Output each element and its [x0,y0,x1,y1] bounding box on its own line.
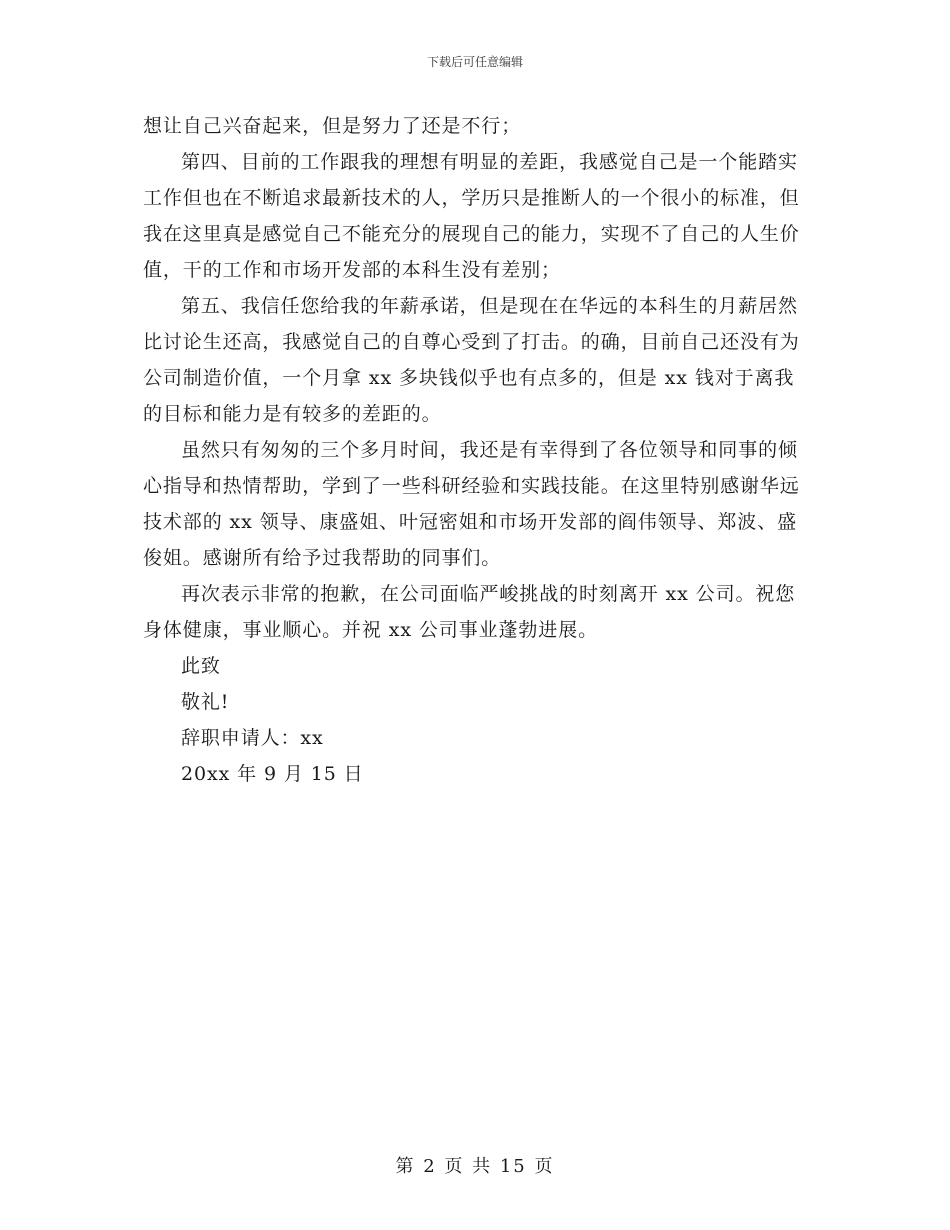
paragraph-apology: 再次表示非常的抱歉，在公司面临严峻挑战的时刻离开 xx 公司。祝您身体健康，事业顺心。并祝 xx 公司事业蓬勃进展。 [143,583,796,641]
document-body [143,108,808,792]
paragraph-continuation: 想让自己兴奋起来，但是努力了还是不行； [143,115,522,137]
paragraph-point-five: 第五、我信任您给我的年薪承诺，但是现在在华远的本科生的月薪居然比讨论生还高，我感觉自己的自尊心受到了打击。的确，目前自己还没有为公司制造价值，一个月拿 xx 多块钱似乎也有点多的，但是 xx 钱对于离我的目标和能力是有较多的差距的。 [143,295,800,425]
paragraph-point-four: 第四、目前的工作跟我的理想有明显的差距，我感觉自己是一个能踏实工作但也在不断追求最新技术的人，学历只是推断人的一个很小的标准，但我在这里真是感觉自己不能充分的展现自己的能力，实现不了自己的人生价值，干的工作和市场开发部的本科生没有差别； [143,151,800,281]
date-line: 20xx 年 9 月 15 日 [181,763,364,785]
salute-line: 敬礼! [181,691,230,713]
header-note: 下载后可任意编辑 [426,55,523,69]
page-header [0,53,950,70]
page-number: 第 2 页 共 15 页 [395,1156,555,1177]
paragraph-thanks: 虽然只有匆匆的三个多月时间，我还是有幸得到了各位领导和同事的倾心指导和热情帮助，学到了一些科研经验和实践技能。在这里特别感谢华远技术部的 xx 领导、康盛姐、叶冠密姐和市场开发部的阎伟领导、郑波、盛俊姐。感谢所有给予过我帮助的同事们。 [143,439,800,569]
page-footer [0,1152,950,1178]
closing-line: 此致 [181,655,221,677]
signer-line: 辞职申请人：xx [181,727,324,749]
